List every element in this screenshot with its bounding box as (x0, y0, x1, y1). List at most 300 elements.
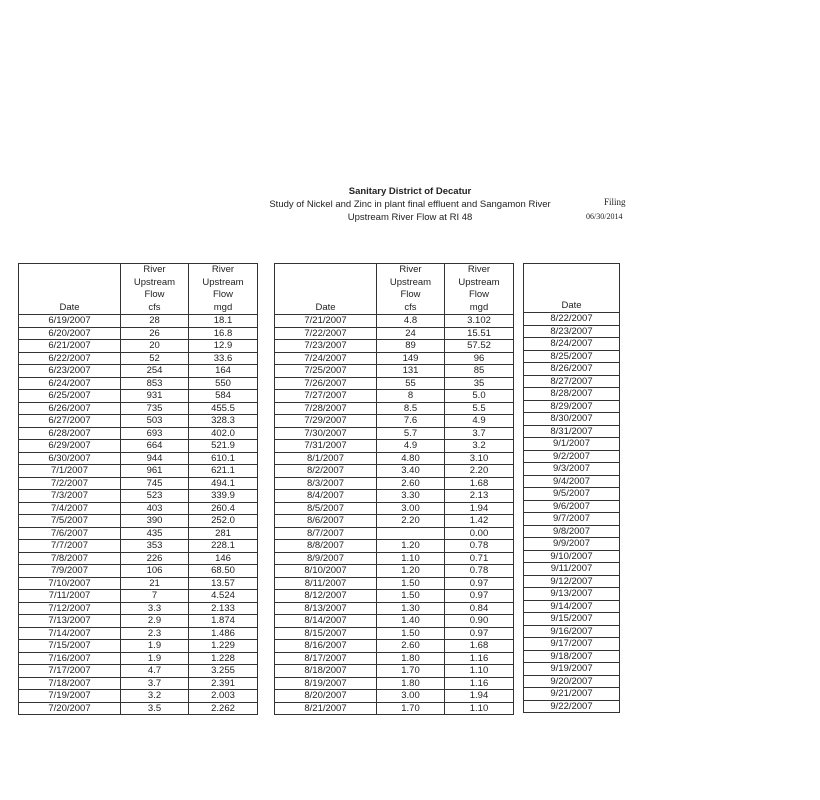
table-row (275, 690, 514, 703)
table-row (19, 640, 258, 653)
flow-mgd-cell: 15.51 (445, 327, 514, 340)
date-cell: 7/5/2007 (19, 515, 121, 528)
date-cell: 8/25/2007 (524, 350, 620, 363)
flow-cfs-cell (377, 527, 445, 540)
date-cell: 9/15/2007 (524, 613, 620, 626)
table-row (524, 388, 620, 401)
table-row (524, 450, 620, 463)
flow-mgd-cell: 16.8 (189, 327, 258, 340)
date-cell: 7/17/2007 (19, 665, 121, 678)
flow-mgd-cell: 4.524 (189, 590, 258, 603)
table-row (19, 340, 258, 353)
table-row (275, 640, 514, 653)
table-row (275, 352, 514, 365)
table-row (19, 402, 258, 415)
table-row (19, 365, 258, 378)
flow-mgd-cell: 252.0 (189, 515, 258, 528)
flow-cfs-cell: 3.30 (377, 490, 445, 503)
flow-table-3-clip (523, 263, 620, 713)
table-row (524, 525, 620, 538)
flow-cfs-cell: 52 (121, 352, 189, 365)
table-row (275, 502, 514, 515)
flow-cfs-cell: 8.5 (377, 402, 445, 415)
table-row (19, 427, 258, 440)
date-cell: 7/22/2007 (275, 327, 377, 340)
flow-mgd-cell: 494.1 (189, 477, 258, 490)
table-row (524, 588, 620, 601)
flow-cfs-cell: 435 (121, 527, 189, 540)
date-cell: 6/26/2007 (19, 402, 121, 415)
flow-mgd-cell: 3.255 (189, 665, 258, 678)
table-row (275, 465, 514, 478)
table-row (524, 413, 620, 426)
table-row (19, 440, 258, 453)
flow-mgd-cell: 18.1 (189, 315, 258, 328)
date-cell: 7/25/2007 (275, 365, 377, 378)
date-cell: 9/21/2007 (524, 688, 620, 701)
table-row (524, 625, 620, 638)
flow-mgd-cell: 610.1 (189, 452, 258, 465)
flow-cfs-cell: 106 (121, 565, 189, 578)
date-cell: 7/26/2007 (275, 377, 377, 390)
flow-mgd-cell: 2.133 (189, 602, 258, 615)
flow-mgd-cell: 96 (445, 352, 514, 365)
date-cell: 7/27/2007 (275, 390, 377, 403)
flow-mgd-cell: 402.0 (189, 427, 258, 440)
table-row (275, 402, 514, 415)
flow-cfs-cell: 2.60 (377, 477, 445, 490)
table-row (19, 315, 258, 328)
flow-mgd-cell: 33.6 (189, 352, 258, 365)
table-row (524, 675, 620, 688)
date-cell: 6/28/2007 (19, 427, 121, 440)
flow-mgd-cell: 3.2 (445, 440, 514, 453)
date-cell: 6/29/2007 (19, 440, 121, 453)
flow-cfs-cell: 2.9 (121, 615, 189, 628)
flow-cfs-cell: 353 (121, 540, 189, 553)
flow-mgd-cell: 1.94 (445, 502, 514, 515)
table-row (275, 652, 514, 665)
table-row (19, 627, 258, 640)
flow-mgd-cell: 85 (445, 365, 514, 378)
report-subtitle-location: Upstream River Flow at RI 48 (347, 212, 473, 223)
date-cell: 8/16/2007 (275, 640, 377, 653)
flow-cfs-cell: 961 (121, 465, 189, 478)
table-row (275, 577, 514, 590)
flow-mgd-cell: 5.5 (445, 402, 514, 415)
flow-cfs-cell: 1.80 (377, 677, 445, 690)
date-cell: 9/17/2007 (524, 638, 620, 651)
report-subtitle: Study of Nickel and Zinc in plant final effluent and Sangamon River (269, 199, 551, 210)
date-header: Date (524, 264, 620, 313)
flow-mgd-cell: 1.68 (445, 640, 514, 653)
flow-cfs-header: River Upstream Flow cfs (121, 264, 189, 315)
flow-mgd-cell: 1.10 (445, 665, 514, 678)
flow-mgd-cell: 1.874 (189, 615, 258, 628)
date-cell: 7/31/2007 (275, 440, 377, 453)
flow-cfs-cell: 21 (121, 577, 189, 590)
flow-mgd-cell: 550 (189, 377, 258, 390)
table-row (19, 502, 258, 515)
flow-mgd-cell: 35 (445, 377, 514, 390)
flow-mgd-cell: 339.9 (189, 490, 258, 503)
flow-table-2 (274, 263, 514, 715)
flow-cfs-cell: 131 (377, 365, 445, 378)
flow-cfs-cell: 944 (121, 452, 189, 465)
flow-mgd-cell: 584 (189, 390, 258, 403)
date-cell: 7/6/2007 (19, 527, 121, 540)
table-row (524, 688, 620, 701)
flow-mgd-cell: 1.228 (189, 652, 258, 665)
date-cell: 7/7/2007 (19, 540, 121, 553)
date-cell: 9/20/2007 (524, 675, 620, 688)
table-row (275, 340, 514, 353)
date-cell: 8/8/2007 (275, 540, 377, 553)
table-row (275, 590, 514, 603)
flow-cfs-cell: 3.5 (121, 702, 189, 715)
flow-cfs-cell: 2.3 (121, 627, 189, 640)
flow-mgd-cell: 4.9 (445, 415, 514, 428)
table-row (275, 377, 514, 390)
date-cell: 9/18/2007 (524, 650, 620, 663)
date-cell: 7/29/2007 (275, 415, 377, 428)
flow-mgd-cell: 281 (189, 527, 258, 540)
table-row (275, 515, 514, 528)
table-row (275, 540, 514, 553)
flow-cfs-cell: 403 (121, 502, 189, 515)
date-cell: 7/19/2007 (19, 690, 121, 703)
date-cell: 7/8/2007 (19, 552, 121, 565)
table-row (524, 650, 620, 663)
date-cell: 8/19/2007 (275, 677, 377, 690)
flow-cfs-cell: 853 (121, 377, 189, 390)
table-row (19, 652, 258, 665)
flow-cfs-cell: 523 (121, 490, 189, 503)
flow-cfs-cell: 3.2 (121, 690, 189, 703)
flow-mgd-cell: 0.00 (445, 527, 514, 540)
flow-mgd-cell: 2.003 (189, 690, 258, 703)
flow-mgd-cell: 2.20 (445, 465, 514, 478)
flow-mgd-cell: 1.10 (445, 702, 514, 715)
filing-date: 06/30/2014 (586, 212, 623, 221)
table-row (19, 327, 258, 340)
table-row (19, 677, 258, 690)
date-cell: 9/3/2007 (524, 463, 620, 476)
date-cell: 7/2/2007 (19, 477, 121, 490)
table-row (19, 577, 258, 590)
filing-label: Filing (604, 197, 626, 207)
flow-cfs-cell: 254 (121, 365, 189, 378)
flow-mgd-cell: 164 (189, 365, 258, 378)
table-row (19, 465, 258, 478)
flow-mgd-cell: 0.97 (445, 577, 514, 590)
table-row (275, 315, 514, 328)
table-row (275, 327, 514, 340)
flow-mgd-header: River Upstream Flow mgd (189, 264, 258, 315)
date-cell: 6/30/2007 (19, 452, 121, 465)
flow-cfs-cell: 1.30 (377, 602, 445, 615)
table-row (275, 702, 514, 715)
date-cell: 8/31/2007 (524, 425, 620, 438)
date-cell: 9/9/2007 (524, 538, 620, 551)
flow-cfs-cell: 3.00 (377, 690, 445, 703)
date-cell: 6/23/2007 (19, 365, 121, 378)
flow-cfs-cell: 7 (121, 590, 189, 603)
table-row (275, 390, 514, 403)
date-cell: 8/24/2007 (524, 338, 620, 351)
date-cell: 9/1/2007 (524, 438, 620, 451)
flow-cfs-cell: 7.6 (377, 415, 445, 428)
flow-mgd-cell: 5.0 (445, 390, 514, 403)
table-row (19, 415, 258, 428)
date-cell: 9/11/2007 (524, 563, 620, 576)
flow-cfs-cell: 1.50 (377, 590, 445, 603)
flow-mgd-cell: 1.16 (445, 677, 514, 690)
table-row (275, 527, 514, 540)
flow-mgd-cell: 1.68 (445, 477, 514, 490)
flow-mgd-cell: 621.1 (189, 465, 258, 478)
date-cell: 9/8/2007 (524, 525, 620, 538)
flow-cfs-header: River Upstream Flow cfs (377, 264, 445, 315)
date-cell: 7/16/2007 (19, 652, 121, 665)
table-row (275, 552, 514, 565)
flow-cfs-cell: 5.7 (377, 427, 445, 440)
table-row (19, 590, 258, 603)
flow-cfs-cell: 745 (121, 477, 189, 490)
table-row (524, 613, 620, 626)
flow-cfs-cell: 503 (121, 415, 189, 428)
flow-mgd-cell: 260.4 (189, 502, 258, 515)
flow-mgd-cell: 57.52 (445, 340, 514, 353)
table-row (19, 477, 258, 490)
date-cell: 9/7/2007 (524, 513, 620, 526)
report-title-block (0, 186, 820, 224)
date-cell: 8/27/2007 (524, 375, 620, 388)
date-cell: 8/20/2007 (275, 690, 377, 703)
flow-mgd-cell: 68.50 (189, 565, 258, 578)
flow-mgd-cell: 3.10 (445, 452, 514, 465)
flow-mgd-cell: 455.5 (189, 402, 258, 415)
date-cell: 8/5/2007 (275, 502, 377, 515)
flow-cfs-cell: 735 (121, 402, 189, 415)
flow-table-3 (523, 263, 620, 713)
date-cell: 7/4/2007 (19, 502, 121, 515)
table-row (19, 452, 258, 465)
date-cell: 8/7/2007 (275, 527, 377, 540)
table-row (19, 602, 258, 615)
date-cell: 7/9/2007 (19, 565, 121, 578)
flow-mgd-cell: 328.3 (189, 415, 258, 428)
table-row (524, 438, 620, 451)
date-cell: 7/24/2007 (275, 352, 377, 365)
date-cell: 9/10/2007 (524, 550, 620, 563)
flow-mgd-cell: 1.16 (445, 652, 514, 665)
flow-mgd-cell: 2.262 (189, 702, 258, 715)
date-cell: 7/1/2007 (19, 465, 121, 478)
date-cell: 8/17/2007 (275, 652, 377, 665)
table-row (524, 325, 620, 338)
flow-cfs-cell: 3.40 (377, 465, 445, 478)
date-cell: 8/1/2007 (275, 452, 377, 465)
flow-cfs-cell: 4.9 (377, 440, 445, 453)
flow-mgd-cell: 0.78 (445, 540, 514, 553)
flow-cfs-cell: 1.70 (377, 665, 445, 678)
date-cell: 8/12/2007 (275, 590, 377, 603)
flow-cfs-cell: 1.20 (377, 565, 445, 578)
flow-cfs-cell: 55 (377, 377, 445, 390)
date-cell: 8/3/2007 (275, 477, 377, 490)
date-cell: 7/14/2007 (19, 627, 121, 640)
date-header: Date (19, 264, 121, 315)
date-cell: 6/20/2007 (19, 327, 121, 340)
flow-mgd-cell: 12.9 (189, 340, 258, 353)
flow-cfs-cell: 1.40 (377, 615, 445, 628)
date-cell: 8/29/2007 (524, 400, 620, 413)
table-row (275, 665, 514, 678)
table-row (275, 677, 514, 690)
date-cell: 7/3/2007 (19, 490, 121, 503)
date-cell: 8/22/2007 (524, 313, 620, 326)
table-row (275, 365, 514, 378)
table-row (19, 615, 258, 628)
table-row (275, 565, 514, 578)
flow-cfs-cell: 1.80 (377, 652, 445, 665)
table-row (275, 627, 514, 640)
flow-cfs-cell: 3.3 (121, 602, 189, 615)
date-cell: 7/11/2007 (19, 590, 121, 603)
table-row (524, 700, 620, 713)
date-header: Date (275, 264, 377, 315)
flow-cfs-cell: 1.50 (377, 577, 445, 590)
flow-cfs-cell: 1.9 (121, 652, 189, 665)
flow-mgd-cell: 2.13 (445, 490, 514, 503)
table-row (19, 565, 258, 578)
flow-cfs-cell: 693 (121, 427, 189, 440)
table-row (19, 515, 258, 528)
date-cell: 8/23/2007 (524, 325, 620, 338)
table-row (275, 615, 514, 628)
flow-cfs-cell: 4.80 (377, 452, 445, 465)
date-cell: 7/12/2007 (19, 602, 121, 615)
flow-cfs-cell: 226 (121, 552, 189, 565)
date-cell: 7/28/2007 (275, 402, 377, 415)
flow-table-1 (18, 263, 258, 715)
table-row (275, 602, 514, 615)
date-cell: 9/2/2007 (524, 450, 620, 463)
table-row (524, 363, 620, 376)
table-row (275, 427, 514, 440)
flow-mgd-cell: 1.486 (189, 627, 258, 640)
date-cell: 9/19/2007 (524, 663, 620, 676)
date-cell: 8/2/2007 (275, 465, 377, 478)
date-cell: 7/30/2007 (275, 427, 377, 440)
table-row (524, 600, 620, 613)
flow-cfs-cell: 149 (377, 352, 445, 365)
flow-cfs-cell: 3.00 (377, 502, 445, 515)
date-cell: 9/4/2007 (524, 475, 620, 488)
date-cell: 6/22/2007 (19, 352, 121, 365)
date-cell: 7/18/2007 (19, 677, 121, 690)
table-row (524, 638, 620, 651)
date-cell: 6/25/2007 (19, 390, 121, 403)
flow-mgd-cell: 1.42 (445, 515, 514, 528)
date-cell: 8/26/2007 (524, 363, 620, 376)
table-row (275, 452, 514, 465)
flow-mgd-cell: 146 (189, 552, 258, 565)
flow-mgd-cell: 1.229 (189, 640, 258, 653)
table-row (19, 540, 258, 553)
date-cell: 7/13/2007 (19, 615, 121, 628)
table-row (19, 552, 258, 565)
flow-mgd-cell: 0.97 (445, 627, 514, 640)
date-cell: 9/6/2007 (524, 500, 620, 513)
table-row (524, 538, 620, 551)
date-cell: 8/18/2007 (275, 665, 377, 678)
date-cell: 8/14/2007 (275, 615, 377, 628)
flow-cfs-cell: 1.10 (377, 552, 445, 565)
date-cell: 8/21/2007 (275, 702, 377, 715)
table-row (524, 400, 620, 413)
table-row (19, 490, 258, 503)
flow-cfs-cell: 4.7 (121, 665, 189, 678)
flow-cfs-cell: 4.8 (377, 315, 445, 328)
flow-cfs-cell: 664 (121, 440, 189, 453)
table-row (19, 702, 258, 715)
flow-mgd-cell: 521.9 (189, 440, 258, 453)
date-cell: 9/16/2007 (524, 625, 620, 638)
date-cell: 8/9/2007 (275, 552, 377, 565)
table-row (19, 665, 258, 678)
date-cell: 8/11/2007 (275, 577, 377, 590)
flow-mgd-cell: 3.102 (445, 315, 514, 328)
table-row (524, 375, 620, 388)
flow-mgd-cell: 1.94 (445, 690, 514, 703)
table-row (275, 490, 514, 503)
date-cell: 8/30/2007 (524, 413, 620, 426)
table-row (524, 500, 620, 513)
flow-cfs-cell: 24 (377, 327, 445, 340)
date-cell: 6/19/2007 (19, 315, 121, 328)
date-cell: 8/15/2007 (275, 627, 377, 640)
date-cell: 7/10/2007 (19, 577, 121, 590)
table-row (524, 425, 620, 438)
date-cell: 9/22/2007 (524, 700, 620, 713)
flow-cfs-cell: 26 (121, 327, 189, 340)
flow-cfs-cell: 931 (121, 390, 189, 403)
flow-mgd-cell: 2.391 (189, 677, 258, 690)
date-cell: 8/10/2007 (275, 565, 377, 578)
date-cell: 8/4/2007 (275, 490, 377, 503)
table-row (19, 390, 258, 403)
date-cell: 6/24/2007 (19, 377, 121, 390)
flow-cfs-cell: 390 (121, 515, 189, 528)
table-row (524, 338, 620, 351)
table-row (524, 663, 620, 676)
table-row (19, 690, 258, 703)
flow-mgd-cell: 228.1 (189, 540, 258, 553)
date-cell: 7/20/2007 (19, 702, 121, 715)
table-row (19, 352, 258, 365)
table-row (524, 475, 620, 488)
report-title: Sanitary District of Decatur (348, 186, 472, 197)
flow-cfs-cell: 2.20 (377, 515, 445, 528)
flow-cfs-cell: 1.20 (377, 540, 445, 553)
table-row (19, 527, 258, 540)
flow-cfs-cell: 20 (121, 340, 189, 353)
flow-mgd-cell: 3.7 (445, 427, 514, 440)
table-row (275, 477, 514, 490)
table-row (524, 313, 620, 326)
